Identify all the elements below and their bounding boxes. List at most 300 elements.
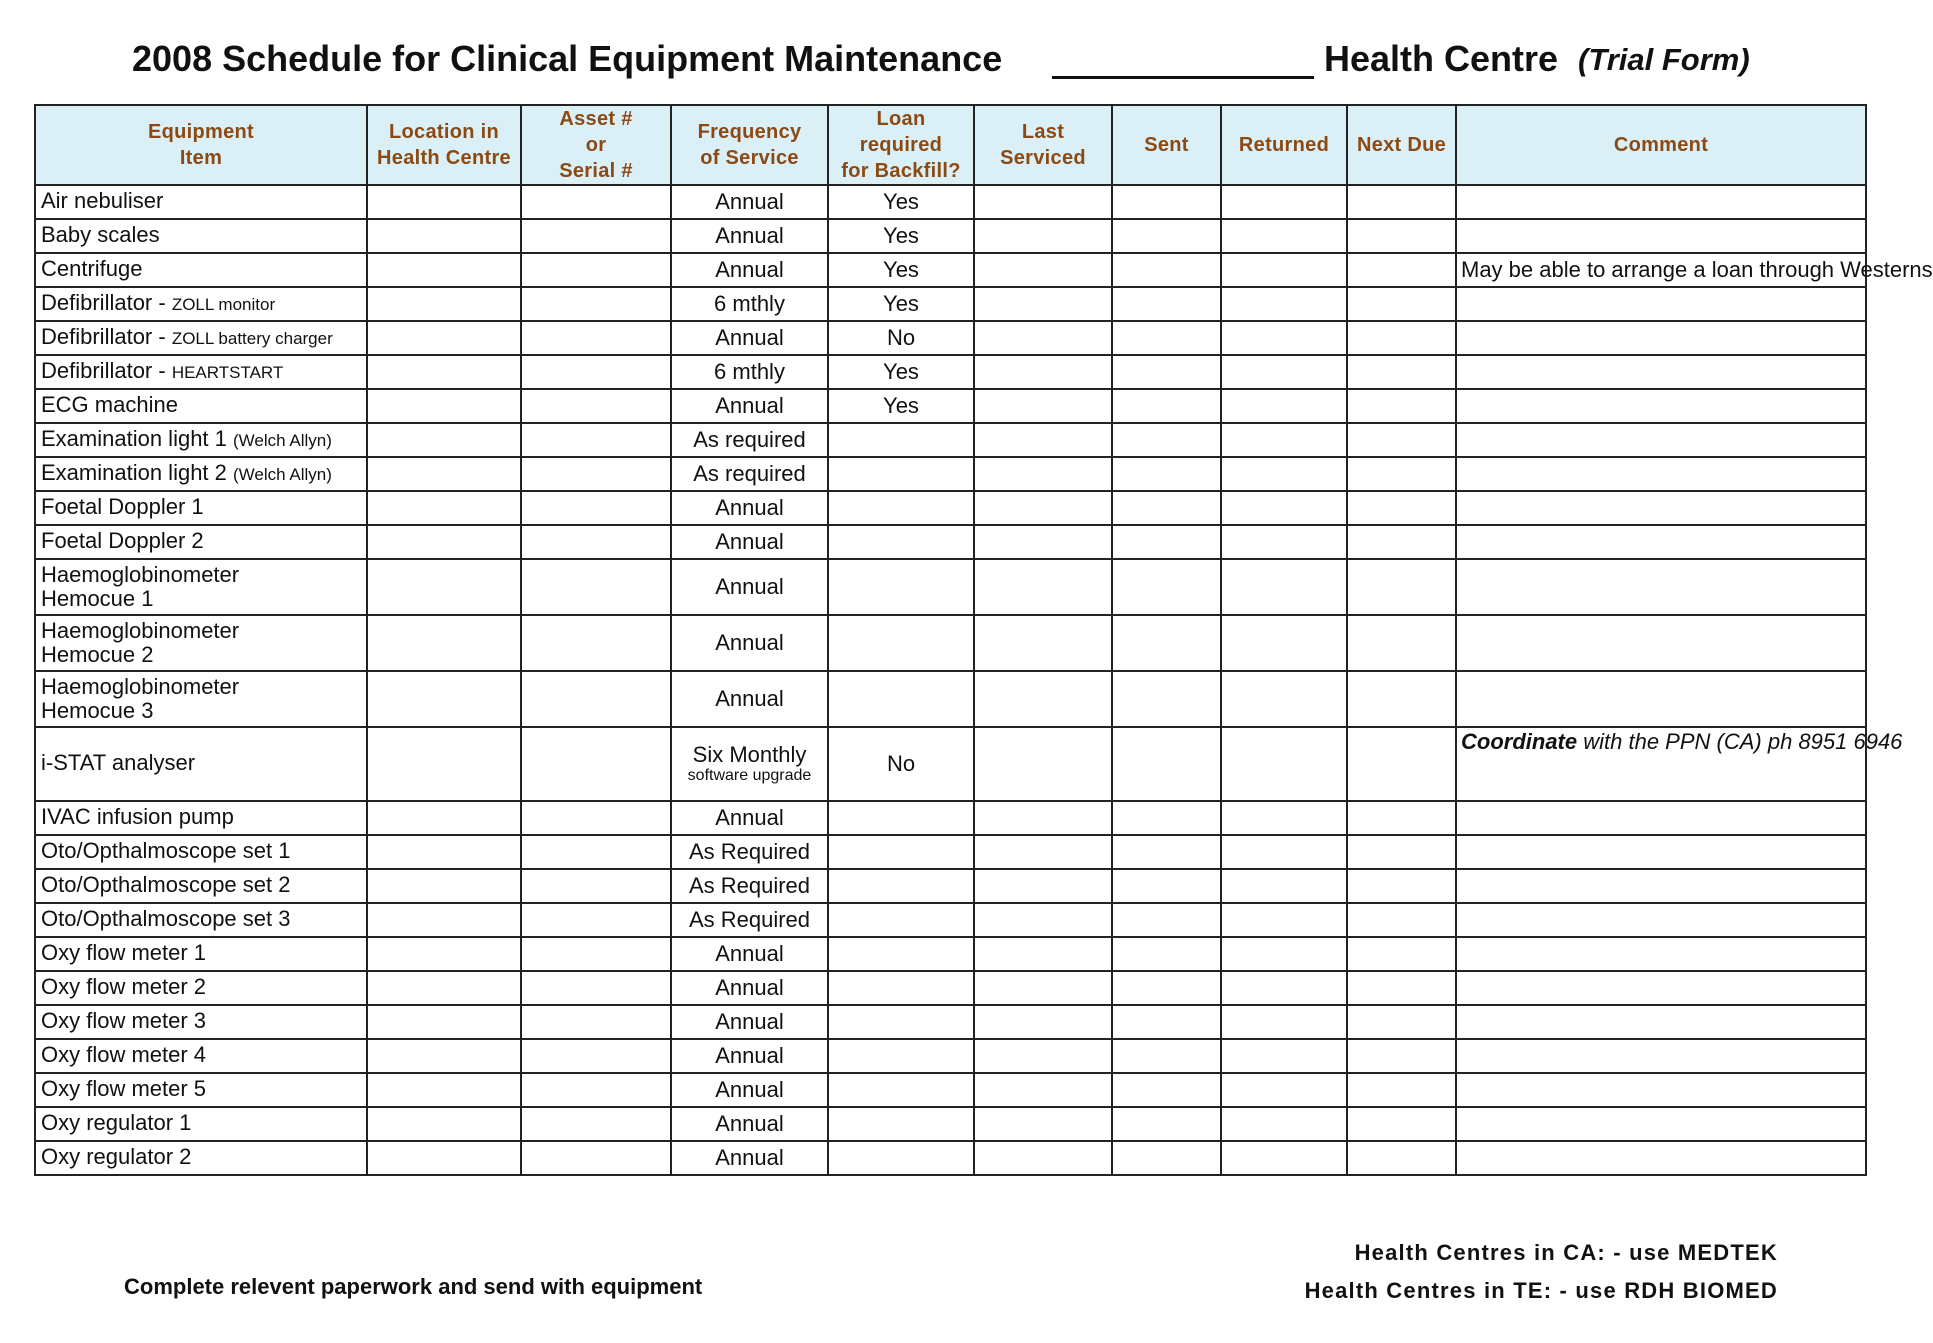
- comment-cell[interactable]: [1456, 185, 1866, 219]
- sent-cell[interactable]: [1112, 491, 1221, 525]
- last-serviced-cell[interactable]: [974, 801, 1112, 835]
- table-header-row: [35, 105, 1866, 185]
- comment-cell[interactable]: May be able to arrange a loan through Westerns: [1456, 253, 1866, 287]
- frequency-cell: As Required: [671, 903, 828, 937]
- last-serviced-cell[interactable]: [974, 457, 1112, 491]
- last-serviced-cell[interactable]: [974, 287, 1112, 321]
- table-row: [35, 287, 1866, 321]
- table-row: [35, 491, 1866, 525]
- next-due-cell[interactable]: [1347, 1073, 1456, 1107]
- next-due-cell[interactable]: [1347, 1141, 1456, 1175]
- col-asset-serial: Asset # or Serial #: [521, 105, 671, 185]
- asset-serial-cell[interactable]: [521, 835, 671, 869]
- asset-serial-cell[interactable]: [521, 287, 671, 321]
- location-cell[interactable]: [367, 971, 521, 1005]
- asset-serial-cell[interactable]: [521, 1005, 671, 1039]
- location-cell[interactable]: [367, 525, 521, 559]
- equipment-item-cell: Oxy flow meter 5: [35, 1073, 367, 1107]
- frequency-cell: Annual: [671, 971, 828, 1005]
- table-row: [35, 1073, 1866, 1107]
- comment-cell[interactable]: [1456, 801, 1866, 835]
- frequency-cell: Annual: [671, 491, 828, 525]
- frequency-cell: Annual: [671, 615, 828, 671]
- asset-serial-cell[interactable]: [521, 1141, 671, 1175]
- health-centre-name-blank: [1052, 76, 1314, 79]
- sent-cell[interactable]: [1112, 869, 1221, 903]
- asset-serial-cell[interactable]: [521, 801, 671, 835]
- next-due-cell[interactable]: [1347, 1005, 1456, 1039]
- comment-cell[interactable]: [1456, 525, 1866, 559]
- table-row: [35, 903, 1866, 937]
- next-due-cell[interactable]: [1347, 389, 1456, 423]
- sent-cell[interactable]: [1112, 355, 1221, 389]
- last-serviced-cell[interactable]: [974, 253, 1112, 287]
- col-location: Location in Health Centre: [367, 105, 521, 185]
- equipment-item-cell: Baby scales: [35, 219, 367, 253]
- asset-serial-cell[interactable]: [521, 457, 671, 491]
- comment-cell[interactable]: [1456, 1073, 1866, 1107]
- equipment-item-cell: Examination light 2 (Welch Allyn): [35, 457, 367, 491]
- last-serviced-cell[interactable]: [974, 525, 1112, 559]
- last-serviced-cell[interactable]: [974, 1141, 1112, 1175]
- loan-cell: [828, 423, 974, 457]
- returned-cell[interactable]: [1221, 1073, 1347, 1107]
- location-cell[interactable]: [367, 801, 521, 835]
- asset-serial-cell[interactable]: [521, 423, 671, 457]
- location-cell[interactable]: [367, 869, 521, 903]
- table-row: [35, 671, 1866, 727]
- location-cell[interactable]: [367, 1005, 521, 1039]
- asset-serial-cell[interactable]: [521, 903, 671, 937]
- asset-serial-cell[interactable]: [521, 971, 671, 1005]
- loan-cell: [828, 559, 974, 615]
- next-due-cell[interactable]: [1347, 1039, 1456, 1073]
- equipment-item-cell: Haemoglobinometer Hemocue 1: [35, 559, 367, 615]
- comment-cell[interactable]: [1456, 219, 1866, 253]
- location-cell[interactable]: [367, 1107, 521, 1141]
- table-row: [35, 1107, 1866, 1141]
- sent-cell[interactable]: [1112, 321, 1221, 355]
- loan-cell: [828, 1073, 974, 1107]
- table-row: [35, 1039, 1866, 1073]
- equipment-item-cell: Oxy regulator 1: [35, 1107, 367, 1141]
- location-cell[interactable]: [367, 219, 521, 253]
- asset-serial-cell[interactable]: [521, 219, 671, 253]
- last-serviced-cell[interactable]: [974, 491, 1112, 525]
- loan-cell: Yes: [828, 185, 974, 219]
- returned-cell[interactable]: [1221, 525, 1347, 559]
- col-frequency: Frequency of Service: [671, 105, 828, 185]
- asset-serial-cell[interactable]: [521, 559, 671, 615]
- returned-cell[interactable]: [1221, 219, 1347, 253]
- table-row: [35, 727, 1866, 801]
- returned-cell[interactable]: [1221, 1141, 1347, 1175]
- frequency-cell: Annual: [671, 185, 828, 219]
- next-due-cell[interactable]: [1347, 903, 1456, 937]
- title-main: 2008 Schedule for Clinical Equipment Maintenance: [132, 38, 1003, 79]
- comment-cell[interactable]: [1456, 869, 1866, 903]
- returned-cell[interactable]: [1221, 869, 1347, 903]
- location-cell[interactable]: [367, 1039, 521, 1073]
- frequency-cell: As required: [671, 457, 828, 491]
- sent-cell[interactable]: [1112, 615, 1221, 671]
- next-due-cell[interactable]: [1347, 355, 1456, 389]
- comment-cell[interactable]: [1456, 1005, 1866, 1039]
- returned-cell[interactable]: [1221, 559, 1347, 615]
- equipment-item-cell: Examination light 1 (Welch Allyn): [35, 423, 367, 457]
- asset-serial-cell[interactable]: [521, 491, 671, 525]
- comment-cell[interactable]: [1456, 615, 1866, 671]
- sent-cell[interactable]: [1112, 559, 1221, 615]
- next-due-cell[interactable]: [1347, 727, 1456, 801]
- comment-cell[interactable]: [1456, 559, 1866, 615]
- last-serviced-cell[interactable]: [974, 219, 1112, 253]
- asset-serial-cell[interactable]: [521, 727, 671, 801]
- last-serviced-cell[interactable]: [974, 869, 1112, 903]
- loan-cell: Yes: [828, 389, 974, 423]
- equipment-item-cell: Centrifuge: [35, 253, 367, 287]
- location-cell[interactable]: [367, 903, 521, 937]
- next-due-cell[interactable]: [1347, 1107, 1456, 1141]
- sent-cell[interactable]: [1112, 671, 1221, 727]
- table-row: [35, 321, 1866, 355]
- sent-cell[interactable]: [1112, 389, 1221, 423]
- last-serviced-cell[interactable]: [974, 727, 1112, 801]
- comment-cell[interactable]: [1456, 835, 1866, 869]
- equipment-item-cell: Oxy flow meter 4: [35, 1039, 367, 1073]
- equipment-item-cell: i-STAT analyser: [35, 727, 367, 801]
- sent-cell[interactable]: [1112, 801, 1221, 835]
- sent-cell[interactable]: [1112, 1039, 1221, 1073]
- sent-cell[interactable]: [1112, 185, 1221, 219]
- last-serviced-cell[interactable]: [974, 1073, 1112, 1107]
- frequency-cell: Annual: [671, 1141, 828, 1175]
- comment-cell[interactable]: [1456, 423, 1866, 457]
- returned-cell[interactable]: [1221, 389, 1347, 423]
- col-equipment-item: Equipment Item: [35, 105, 367, 185]
- sent-cell[interactable]: [1112, 971, 1221, 1005]
- frequency-cell: Six Monthly software upgrade: [671, 727, 828, 801]
- table-row: [35, 457, 1866, 491]
- asset-serial-cell[interactable]: [521, 321, 671, 355]
- equipment-item-cell: Defibrillator - HEARTSTART: [35, 355, 367, 389]
- comment-cell[interactable]: [1456, 287, 1866, 321]
- equipment-item-cell: Oxy regulator 2: [35, 1141, 367, 1175]
- equipment-item-cell: Defibrillator - ZOLL monitor: [35, 287, 367, 321]
- frequency-cell: Annual: [671, 525, 828, 559]
- next-due-cell[interactable]: [1347, 615, 1456, 671]
- location-cell[interactable]: [367, 457, 521, 491]
- table-row: [35, 971, 1866, 1005]
- last-serviced-cell[interactable]: [974, 185, 1112, 219]
- location-cell[interactable]: [367, 559, 521, 615]
- table-row: [35, 185, 1866, 219]
- returned-cell[interactable]: [1221, 457, 1347, 491]
- returned-cell[interactable]: [1221, 671, 1347, 727]
- next-due-cell[interactable]: [1347, 491, 1456, 525]
- comment-cell[interactable]: [1456, 457, 1866, 491]
- frequency-cell: Annual: [671, 559, 828, 615]
- next-due-cell[interactable]: [1347, 287, 1456, 321]
- next-due-cell[interactable]: [1347, 423, 1456, 457]
- equipment-item-cell: Foetal Doppler 1: [35, 491, 367, 525]
- col-returned: Returned: [1221, 105, 1347, 185]
- last-serviced-cell[interactable]: [974, 355, 1112, 389]
- next-due-cell[interactable]: [1347, 185, 1456, 219]
- returned-cell[interactable]: [1221, 937, 1347, 971]
- comment-cell[interactable]: [1456, 355, 1866, 389]
- next-due-cell[interactable]: [1347, 525, 1456, 559]
- returned-cell[interactable]: [1221, 903, 1347, 937]
- location-cell[interactable]: [367, 185, 521, 219]
- comment-cell[interactable]: [1456, 1141, 1866, 1175]
- returned-cell[interactable]: [1221, 321, 1347, 355]
- frequency-cell: As Required: [671, 835, 828, 869]
- location-cell[interactable]: [367, 615, 521, 671]
- last-serviced-cell[interactable]: [974, 423, 1112, 457]
- frequency-cell: 6 mthly: [671, 287, 828, 321]
- loan-cell: [828, 903, 974, 937]
- frequency-cell: As required: [671, 423, 828, 457]
- asset-serial-cell[interactable]: [521, 937, 671, 971]
- loan-cell: [828, 1107, 974, 1141]
- sent-cell[interactable]: [1112, 727, 1221, 801]
- next-due-cell[interactable]: [1347, 457, 1456, 491]
- asset-serial-cell[interactable]: [521, 389, 671, 423]
- returned-cell[interactable]: [1221, 835, 1347, 869]
- table-row: [35, 1141, 1866, 1175]
- equipment-item-cell: Defibrillator - ZOLL battery charger: [35, 321, 367, 355]
- location-cell[interactable]: [367, 253, 521, 287]
- col-loan-required: Loan required for Backfill?: [828, 105, 974, 185]
- location-cell[interactable]: [367, 937, 521, 971]
- loan-cell: [828, 835, 974, 869]
- table-row: [35, 355, 1866, 389]
- location-cell[interactable]: [367, 423, 521, 457]
- sent-cell[interactable]: [1112, 457, 1221, 491]
- comment-cell[interactable]: [1456, 491, 1866, 525]
- location-cell[interactable]: [367, 835, 521, 869]
- sent-cell[interactable]: [1112, 937, 1221, 971]
- last-serviced-cell[interactable]: [974, 903, 1112, 937]
- sent-cell[interactable]: [1112, 903, 1221, 937]
- comment-cell[interactable]: [1456, 1107, 1866, 1141]
- comment-cell[interactable]: [1456, 1039, 1866, 1073]
- last-serviced-cell[interactable]: [974, 1039, 1112, 1073]
- loan-cell: [828, 869, 974, 903]
- equipment-item-cell: ECG machine: [35, 389, 367, 423]
- footer-te-provider: Health Centres in TE: - use RDH BIOMED: [1304, 1278, 1778, 1303]
- asset-serial-cell[interactable]: [521, 185, 671, 219]
- sent-cell[interactable]: [1112, 1073, 1221, 1107]
- last-serviced-cell[interactable]: [974, 615, 1112, 671]
- sent-cell[interactable]: [1112, 1005, 1221, 1039]
- frequency-cell: Annual: [671, 1073, 828, 1107]
- frequency-cell: Annual: [671, 219, 828, 253]
- next-due-cell[interactable]: [1347, 937, 1456, 971]
- frequency-cell: Annual: [671, 389, 828, 423]
- returned-cell[interactable]: [1221, 615, 1347, 671]
- next-due-cell[interactable]: [1347, 835, 1456, 869]
- loan-cell: [828, 971, 974, 1005]
- last-serviced-cell[interactable]: [974, 389, 1112, 423]
- col-next-due: Next Due: [1347, 105, 1456, 185]
- last-serviced-cell[interactable]: [974, 1107, 1112, 1141]
- next-due-cell[interactable]: [1347, 321, 1456, 355]
- loan-cell: No: [828, 321, 974, 355]
- location-cell[interactable]: [367, 727, 521, 801]
- next-due-cell[interactable]: [1347, 219, 1456, 253]
- returned-cell[interactable]: [1221, 1039, 1347, 1073]
- table-row: [35, 389, 1866, 423]
- frequency-cell: Annual: [671, 1039, 828, 1073]
- frequency-cell: As Required: [671, 869, 828, 903]
- loan-cell: [828, 1039, 974, 1073]
- returned-cell[interactable]: [1221, 1005, 1347, 1039]
- frequency-cell: Annual: [671, 671, 828, 727]
- asset-serial-cell[interactable]: [521, 1107, 671, 1141]
- comment-cell[interactable]: [1456, 903, 1866, 937]
- location-cell[interactable]: [367, 1141, 521, 1175]
- equipment-item-cell: Oto/Opthalmoscope set 1: [35, 835, 367, 869]
- asset-serial-cell[interactable]: [521, 253, 671, 287]
- loan-cell: [828, 615, 974, 671]
- next-due-cell[interactable]: [1347, 971, 1456, 1005]
- returned-cell[interactable]: [1221, 185, 1347, 219]
- location-cell[interactable]: [367, 389, 521, 423]
- table-row: [35, 1005, 1866, 1039]
- asset-serial-cell[interactable]: [521, 869, 671, 903]
- loan-cell: [828, 801, 974, 835]
- last-serviced-cell[interactable]: [974, 559, 1112, 615]
- frequency-cell: 6 mthly: [671, 355, 828, 389]
- last-serviced-cell[interactable]: [974, 835, 1112, 869]
- returned-cell[interactable]: [1221, 491, 1347, 525]
- equipment-item-cell: Oto/Opthalmoscope set 3: [35, 903, 367, 937]
- returned-cell[interactable]: [1221, 253, 1347, 287]
- last-serviced-cell[interactable]: [974, 971, 1112, 1005]
- equipment-item-cell: Oxy flow meter 1: [35, 937, 367, 971]
- location-cell[interactable]: [367, 1073, 521, 1107]
- asset-serial-cell[interactable]: [521, 525, 671, 559]
- asset-serial-cell[interactable]: [521, 1073, 671, 1107]
- sent-cell[interactable]: [1112, 287, 1221, 321]
- sent-cell[interactable]: [1112, 1107, 1221, 1141]
- next-due-cell[interactable]: [1347, 801, 1456, 835]
- loan-cell: [828, 937, 974, 971]
- equipment-item-cell: Oxy flow meter 3: [35, 1005, 367, 1039]
- sent-cell[interactable]: [1112, 219, 1221, 253]
- equipment-item-cell: Foetal Doppler 2: [35, 525, 367, 559]
- returned-cell[interactable]: [1221, 971, 1347, 1005]
- table-row: [35, 559, 1866, 615]
- table-row: [35, 423, 1866, 457]
- comment-cell[interactable]: [1456, 321, 1866, 355]
- comment-cell[interactable]: Coordinate with the PPN (CA) ph 8951 6946: [1456, 727, 1866, 801]
- next-due-cell[interactable]: [1347, 559, 1456, 615]
- table-row: [35, 801, 1866, 835]
- location-cell[interactable]: [367, 355, 521, 389]
- document-title: [0, 34, 1900, 90]
- table-row: [35, 937, 1866, 971]
- sent-cell[interactable]: [1112, 423, 1221, 457]
- loan-cell: [828, 1005, 974, 1039]
- col-sent: Sent: [1112, 105, 1221, 185]
- equipment-item-cell: Oto/Opthalmoscope set 2: [35, 869, 367, 903]
- frequency-cell: Annual: [671, 321, 828, 355]
- loan-cell: No: [828, 727, 974, 801]
- table-row: [35, 869, 1866, 903]
- next-due-cell[interactable]: [1347, 671, 1456, 727]
- title-health-centre: Health Centre: [1324, 38, 1559, 79]
- sent-cell[interactable]: [1112, 253, 1221, 287]
- table-row: [35, 835, 1866, 869]
- last-serviced-cell[interactable]: [974, 1005, 1112, 1039]
- asset-serial-cell[interactable]: [521, 355, 671, 389]
- last-serviced-cell[interactable]: [974, 671, 1112, 727]
- frequency-cell: Annual: [671, 1005, 828, 1039]
- loan-cell: [828, 491, 974, 525]
- footer-instruction: Complete relevent paperwork and send with equipment: [124, 1274, 703, 1299]
- loan-cell: Yes: [828, 253, 974, 287]
- sent-cell[interactable]: [1112, 525, 1221, 559]
- returned-cell[interactable]: [1221, 355, 1347, 389]
- location-cell[interactable]: [367, 287, 521, 321]
- location-cell[interactable]: [367, 671, 521, 727]
- comment-cell[interactable]: [1456, 937, 1866, 971]
- sent-cell[interactable]: [1112, 835, 1221, 869]
- equipment-item-cell: Haemoglobinometer Hemocue 3: [35, 671, 367, 727]
- comment-cell[interactable]: [1456, 389, 1866, 423]
- col-comment: Comment: [1456, 105, 1866, 185]
- location-cell[interactable]: [367, 491, 521, 525]
- equipment-item-cell: Air nebuliser: [35, 185, 367, 219]
- asset-serial-cell[interactable]: [521, 1039, 671, 1073]
- title-trial-form: (Trial Form): [1578, 42, 1750, 77]
- asset-serial-cell[interactable]: [521, 615, 671, 671]
- col-last-serviced: Last Serviced: [974, 105, 1112, 185]
- returned-cell[interactable]: [1221, 801, 1347, 835]
- footer-service-providers: [1305, 1234, 1778, 1310]
- frequency-cell: Annual: [671, 253, 828, 287]
- table-row: [35, 253, 1866, 287]
- frequency-cell: Annual: [671, 801, 828, 835]
- returned-cell[interactable]: [1221, 727, 1347, 801]
- last-serviced-cell[interactable]: [974, 937, 1112, 971]
- location-cell[interactable]: [367, 321, 521, 355]
- next-due-cell[interactable]: [1347, 253, 1456, 287]
- frequency-cell: Annual: [671, 1107, 828, 1141]
- loan-cell: Yes: [828, 287, 974, 321]
- comment-cell[interactable]: [1456, 971, 1866, 1005]
- returned-cell[interactable]: [1221, 287, 1347, 321]
- returned-cell[interactable]: [1221, 1107, 1347, 1141]
- returned-cell[interactable]: [1221, 423, 1347, 457]
- comment-cell[interactable]: [1456, 671, 1866, 727]
- equipment-item-cell: Oxy flow meter 2: [35, 971, 367, 1005]
- last-serviced-cell[interactable]: [974, 321, 1112, 355]
- sent-cell[interactable]: [1112, 1141, 1221, 1175]
- loan-cell: [828, 1141, 974, 1175]
- loan-cell: [828, 671, 974, 727]
- loan-cell: Yes: [828, 219, 974, 253]
- next-due-cell[interactable]: [1347, 869, 1456, 903]
- equipment-item-cell: Haemoglobinometer Hemocue 2: [35, 615, 367, 671]
- table-row: [35, 219, 1866, 253]
- asset-serial-cell[interactable]: [521, 671, 671, 727]
- loan-cell: Yes: [828, 355, 974, 389]
- maintenance-schedule-table: [34, 104, 1933, 1176]
